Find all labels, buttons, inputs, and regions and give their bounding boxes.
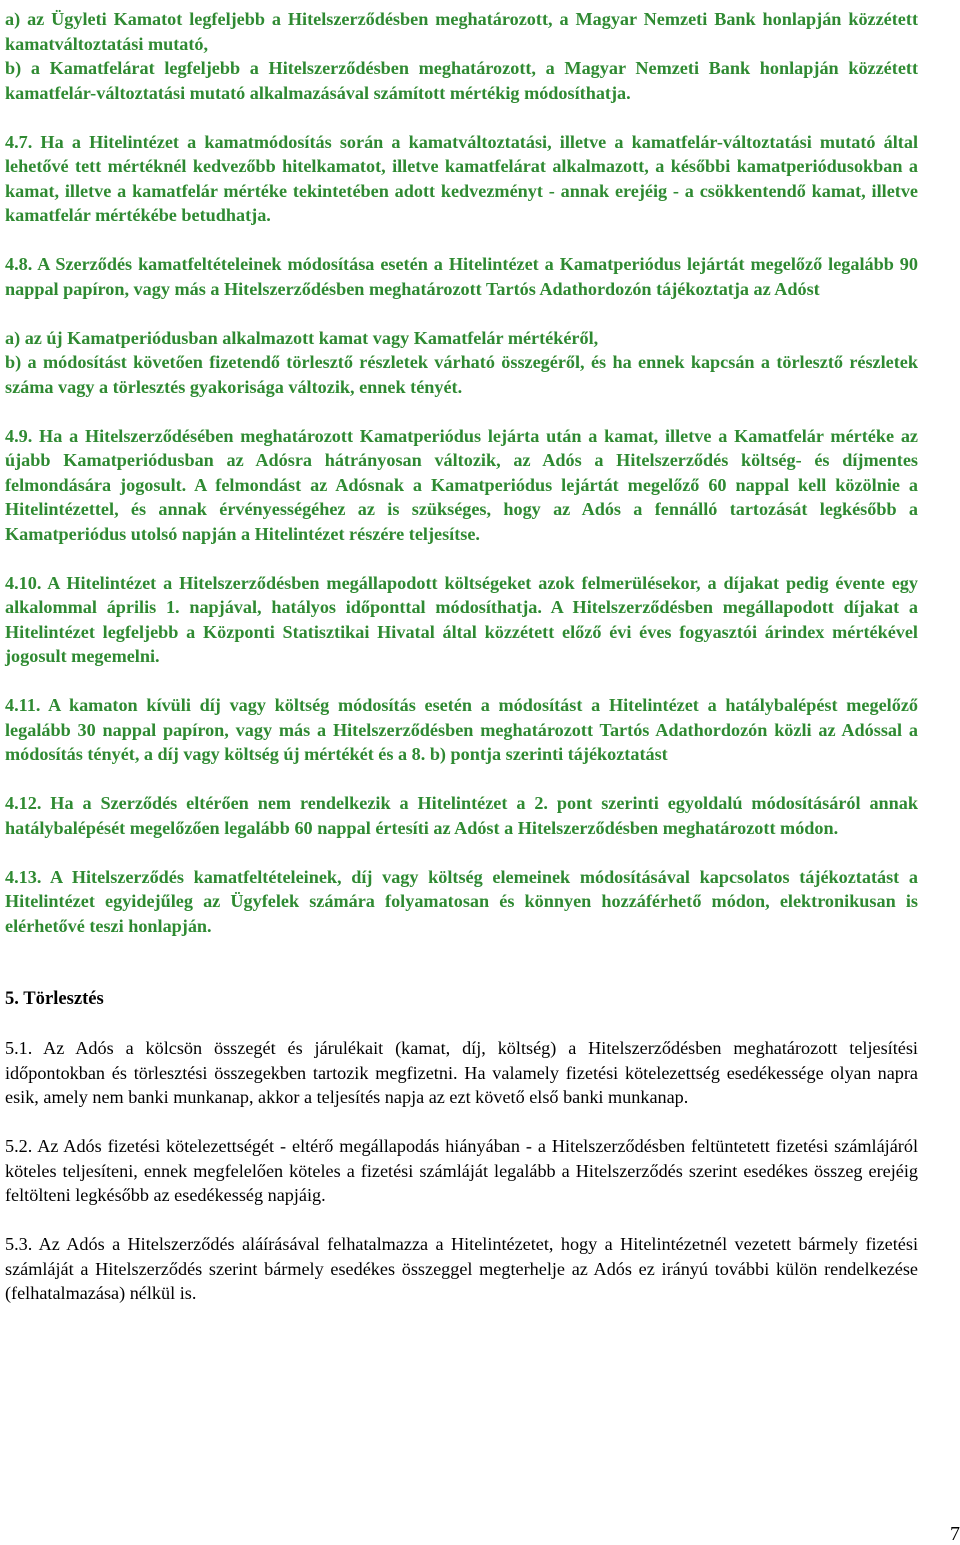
spacer: [5, 399, 918, 424]
paragraph-4-12: 4.12. Ha a Szerződés eltérően nem rendelkezik a Hitelintézet a 2. pont szerinti egyoldalú módosításáról annak hatálybalépését megelőzően legalább 60 nappal értesíti az Adóst a Hitelszerződésben meghatározott módon.: [5, 793, 918, 838]
spacer: [5, 840, 918, 865]
spacer: [5, 963, 918, 988]
spacer: [5, 1208, 918, 1233]
spacer: [5, 546, 918, 571]
spacer: [5, 105, 918, 130]
paragraph-4-8-a: a) az új Kamatperiódusban alkalmazott kamat vagy Kamatfelár mértékéről,: [5, 327, 599, 348]
paragraph-4-13: 4.13. A Hitelszerződés kamatfeltételeinek, díj vagy költség elemeinek módosításával kapcsolatos tájékoztatást a Hitelintézet egyidejűleg az Ügyfelek számára folyamatosan és könnyen hozzáférhető módon, elektronikusan is elérhetővé teszi honlapján.: [5, 866, 918, 936]
spacer: [5, 767, 918, 792]
paragraph-4-7: 4.7. Ha a Hitelintézet a kamatmódosítás során a kamatváltoztatási, illetve a kamatfelár-változtatási mutató által lehetővé tett mértéknél kedvezőbb hitelkamatot, illetve kamatfelárat alkalmazott, a későbbi kamatperiódusokban a kamat, illetve a kamatfelár mértéke tekintetében adott kedvezményt - annak erejéig - a csökkentendő kamat, illetve kamatfelár mértékébe betudhatja.: [5, 131, 918, 225]
paragraph-5-3: 5.3. Az Adós a Hitelszerződés aláírásával felhatalmazza a Hitelintézetet, hogy a Hitelintézetnél vezetett bármely fizetési számláját a Hitelszerződés szerint bármely esedékes összeggel megterhelje az Adós ez irányú további külön rendelkezése (felhatalmazása) nélkül is.: [5, 1234, 918, 1303]
paragraph-intro-b: b) a Kamatfelárat legfeljebb a Hitelszerződésben meghatározott, a Magyar Nemzeti Bank honlapján közzétett kamatfelár-változtatási mutató alkalmazásával számított mértékig módosíthatja.: [5, 58, 918, 103]
section-5-heading: 5. Törlesztés: [5, 988, 104, 1009]
paragraph-4-10: 4.10. A Hitelintézet a Hitelszerződésben megállapodott költségeket azok felmerülésekor, a díjakat pedig évente egy alkalommal április 1. napjával, hatályos időponttal módosíthatja. A Hitelszerződésben megállapodott díjakat a Hitelintézet legfeljebb a Központi Statisztikai Hivatal által közzétett előző évi éves fogyasztói árindex mértékével jogosult megemelni.: [5, 572, 918, 666]
paragraph-5-1: 5.1. Az Adós a kölcsön összegét és járulékait (kamat, díj, költség) a Hitelszerződésben meghatározott teljesítési időpontokban és törlesztési összegekben tartozik megfizetni. Ha valamely fizetési kötelezettség esedékessége olyan napra esik, amely nem banki munkanap, akkor a teljesítés napja az ezt követő első banki munkanap.: [5, 1038, 918, 1107]
paragraph-4-9: 4.9. Ha a Hitelszerződésében meghatározott Kamatperiódus lejárta után a kamat, illetve a Kamatfelár mértéke az újabb Kamatperiódusban az Adósra hátrányosan változik, az Adós a Hitelszerződés költség- és díjmentes felmondására jogosult. A felmondást az Adósnak a Kamatperiódus lejártát megelőző 60 nappal kell közölnie a Hitelintézettel, és annak érvényességéhez az is szükséges, hogy az Adós a fennálló tartozását legkésőbb a Kamatperiódus utolsó napján a Hitelintézet részére teljesítse.: [5, 425, 918, 544]
page-number: 7: [950, 1523, 960, 1545]
spacer: [5, 228, 918, 253]
paragraph-4-8-b: b) a módosítást követően fizetendő törlesztő részletek várható összegéről, és ha ennek kapcsán a törlesztő részletek száma vagy a törlesztés gyakorisága változik, ennek tényét.: [5, 352, 918, 397]
spacer: [5, 669, 918, 694]
spacer: [5, 1012, 918, 1037]
paragraph-4-8: 4.8. A Szerződés kamatfeltételeinek módosítása esetén a Hitelintézet a Kamatperiódus lejártát megelőző legalább 90 nappal papíron, vagy más a Hitelszerződésben meghatározott Tartós Adathordozón tájékoztatja az Adóst: [5, 254, 918, 299]
document-page: [5, 7, 918, 1306]
spacer: [5, 301, 918, 326]
paragraph-intro-a: a) az Ügyleti Kamatot legfeljebb a Hitelszerződésben meghatározott, a Magyar Nemzeti Bank honlapján közzétett kamatváltoztatási mutató,: [5, 9, 918, 54]
spacer: [5, 938, 918, 963]
spacer: [5, 1110, 918, 1135]
paragraph-4-11: 4.11. A kamaton kívüli díj vagy költség módosítás esetén a módosítást a Hitelintézet a hatálybalépést megelőző legalább 30 nappal papíron, vagy más a Hitelszerződésben meghatározott Tartós Adathordozón közli az Adóssal a módosítás tényét, a díj vagy költség új mértékét és a 8. b) pontja szerinti tájékoztatást: [5, 695, 918, 764]
paragraph-5-2: 5.2. Az Adós fizetési kötelezettségét - eltérő megállapodás hiányában - a Hitelszerződésben feltüntetett fizetési számlájáról köteles teljesíteni, ennek megfelelően köteles a fizetési számláját legalább a Hitelszerződés szerint esedékes összeg erejéig feltölteni legkésőbb az esedékesség napjáig.: [5, 1136, 918, 1205]
